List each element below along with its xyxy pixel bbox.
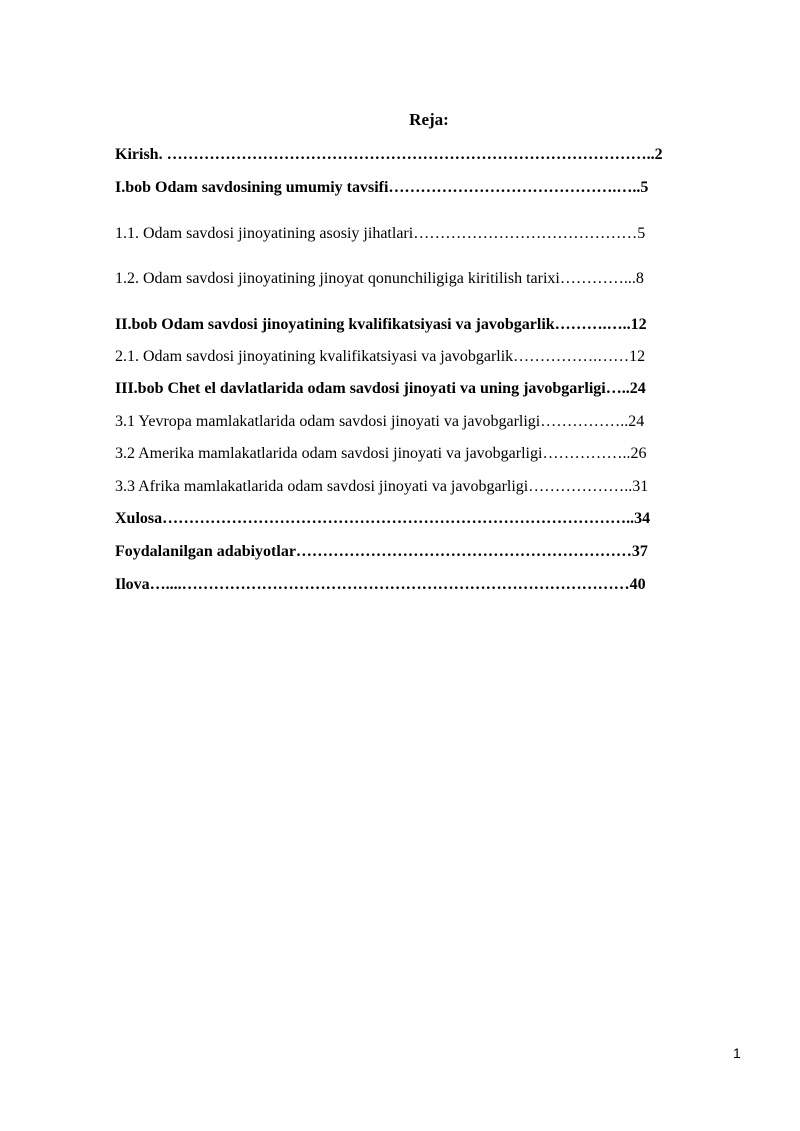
toc-entry-chapter-2: II.bob Odam savdosi jinoyatining kvalifikatsiyasi va javobgarlik……….…..12 — [115, 316, 647, 333]
page-number: 1 — [733, 1045, 741, 1061]
toc-entry-section-2-1: 2.1. Odam savdosi jinoyatining kvalifikatsiyasi va javobgarlik…………….……12 — [115, 348, 646, 365]
toc-entry-kirish: Kirish. ………………………………………………………………………………..2 — [115, 146, 663, 163]
page-title: Reja: — [409, 110, 449, 129]
toc-entry-section-3-1: 3.1 Yevropa mamlakatlarida odam savdosi jinoyati va javobgarligi……………..24 — [115, 413, 645, 430]
toc-entry-section-3-3: 3.3 Afrika mamlakatlarida odam savdosi jinoyati va javobgarligi………………..31 — [115, 478, 649, 495]
toc-entry-chapter-1: I.bob Odam savdosining umumiy tavsifi…………………………………….…..5 — [115, 179, 649, 196]
toc-entry-section-1-2: 1.2. Odam savdosi jinoyatining jinoyat qonunchiligiga kiritilish tarixi…………...8 — [115, 270, 644, 287]
toc-entry-ilova: Ilova…....…………………………………………………………………………40 — [115, 576, 646, 593]
toc-entry-chapter-3: III.bob Chet el davlatlarida odam savdosi jinoyati va uning javobgarligi…..24 — [115, 380, 646, 397]
toc-entry-section-1-1: 1.1. Odam savdosi jinoyatining asosiy jihatlari……………………………………5 — [115, 225, 646, 242]
toc-entry-xulosa: Xulosa……………………………………………………………………………..34 — [115, 510, 651, 527]
toc-entry-references: Foydalanilgan adabiyotlar………………………………………………………37 — [115, 543, 648, 560]
toc-entry-section-3-2: 3.2 Amerika mamlakatlarida odam savdosi jinoyati va javobgarligi……………..26 — [115, 445, 647, 462]
